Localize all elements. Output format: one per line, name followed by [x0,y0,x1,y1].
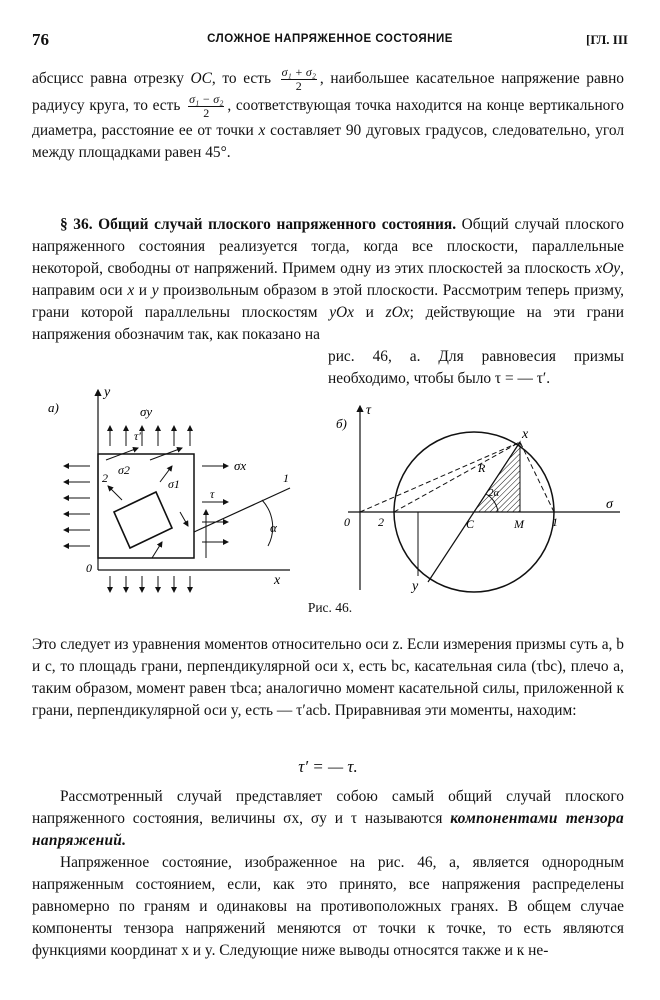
paragraph-5 [32,852,624,962]
sigma-axis-label: σ [606,497,613,512]
alpha-label: α [270,520,277,535]
point-y: y [412,579,419,594]
p1-text-a: абсцисс равна отрезку [32,70,191,88]
section-36-continued: рис. 46, а. Для равновесия призмы необходимо, чтобы было τ = — τ′. [328,348,624,387]
inner-element [114,492,172,548]
p1-text-b: , то есть [211,70,278,88]
sec-x: x [127,282,135,299]
figure-caption: Рис. 46. [307,600,353,615]
two-alpha-label: 2α [488,487,500,499]
point-m: M [514,517,524,531]
p1-x: x [258,122,266,139]
tau-axis-label: τ [366,403,372,418]
label-b: б) [336,416,347,431]
p1-oc: OC [190,70,212,88]
sec-y: y [151,282,159,299]
section-36 [32,214,624,346]
plane-2-label: 2 [102,471,108,485]
page-number: 76 [32,30,49,49]
figure-a-prism [40,382,300,597]
p5-text: Напряженное состояние, изображенное на рис. 46, а, является однородным напряженным состоянием, если, как это принято, все напряжения распределены равномерно по граням и одинаковы на противоположных гранях. В общем случае компоненты тензора напряжений меняются от точки к точке, то есть являются функциями координат x и y. Следующие ниже выводы относятся также и к не- [32,854,624,959]
sec-and: и [134,282,152,299]
prism-square [98,454,194,558]
sec-xoy: xOy [595,260,621,277]
sec-text-3: произвольным образом в этой плоскости. Рассмотрим теперь призму, грани которой параллельны плоскостям [32,282,625,321]
equation: τ′ = — τ. [298,757,358,776]
fraction-sum-den: 2 [295,79,302,93]
figure-b-mohr-circle [330,400,630,598]
p1-text-e: составляет 90 дуговых градусов, следовательно, угол между площадками равен 45°. [32,122,624,161]
chapter-label: [ГЛ. III [585,32,628,47]
top-arrows [106,426,190,460]
point-x: x [522,427,529,442]
p4-text: Рассмотренный случай представляет собою самый общий случай плоского напряженного состояния, величины σx, σy и τ называются [32,788,624,827]
fraction-diff-den: 2 [203,106,210,120]
origin-b: 0 [344,515,350,529]
radius-label: R [478,461,486,475]
fraction-sum [281,66,317,93]
left-arrows [64,466,90,546]
label-a: а) [48,400,59,415]
sec-yox: yOx [329,304,354,321]
tau-label: τ [210,487,215,501]
sec-text-1: Общий случай плоского напряженного состояния реализуется тогда, когда все плоскости, параллельные некоторой, свободны от напряжений. Примем одну из этих плоскостей за плоскость [32,216,624,277]
paragraph-1 [32,66,624,164]
right-arrows [202,466,228,558]
sigma-2-label: σ2 [118,463,130,477]
fraction-diff [188,93,224,120]
p1-text-d: , соответствующая точка находится на конце вертикального диаметра, расстояние ее от точки [32,97,624,139]
fraction-diff-num: σ₁ − σ₂ [189,92,224,106]
running-title: СЛОЖНОЕ НАПРЯЖЕННОЕ СОСТОЯНИЕ [207,33,453,45]
sigma-1-label: σ1 [168,477,180,491]
y-axis-label: y [104,385,111,400]
section-title: § 36. Общий случай плоского напряженного состояния. [60,216,457,233]
paragraph-4 [32,786,624,852]
tau-prime-label: τ′ [134,429,141,443]
point-c: C [466,517,475,531]
sec-text-4: ; действующие на эти грани напряжения обозначим так, как показано на [32,304,624,343]
bottom-arrows [110,576,190,592]
sec-text-2: , направим оси [32,260,624,299]
point-1: 1 [552,515,558,529]
p4-emphasis: компонентами тензора напряжений. [32,810,624,849]
origin-a: 0 [86,561,92,575]
point-2: 2 [378,515,384,529]
sigma-x-label: σx [234,458,247,473]
sigma-y-label: σy [140,404,153,419]
running-header [32,30,628,52]
dashed-line-1x [520,442,554,512]
paragraph-3: Это следует из уравнения моментов относительно оси z. Если измерения призмы суть a, b и c, то площадь грани, перпендикулярной оси x, есть bc, касательная сила (τbc), плечо a, таким образом, момент равен τbca; аналогично момент касательной силы, приложенной к грани, перпендикулярной оси y, есть — τ′acb. Приравнивая эти моменты, находим: [32,636,624,719]
plane-1-label: 1 [283,471,289,485]
sec-zox: zOx [385,304,410,321]
fraction-sum-num: σ₁ + σ₂ [281,65,316,79]
p1-text-c: , наибольшее касательное напряжение равно радиусу круга, то есть [32,70,624,115]
sec-and-2: и [353,304,386,321]
x-axis-label: x [274,573,281,588]
